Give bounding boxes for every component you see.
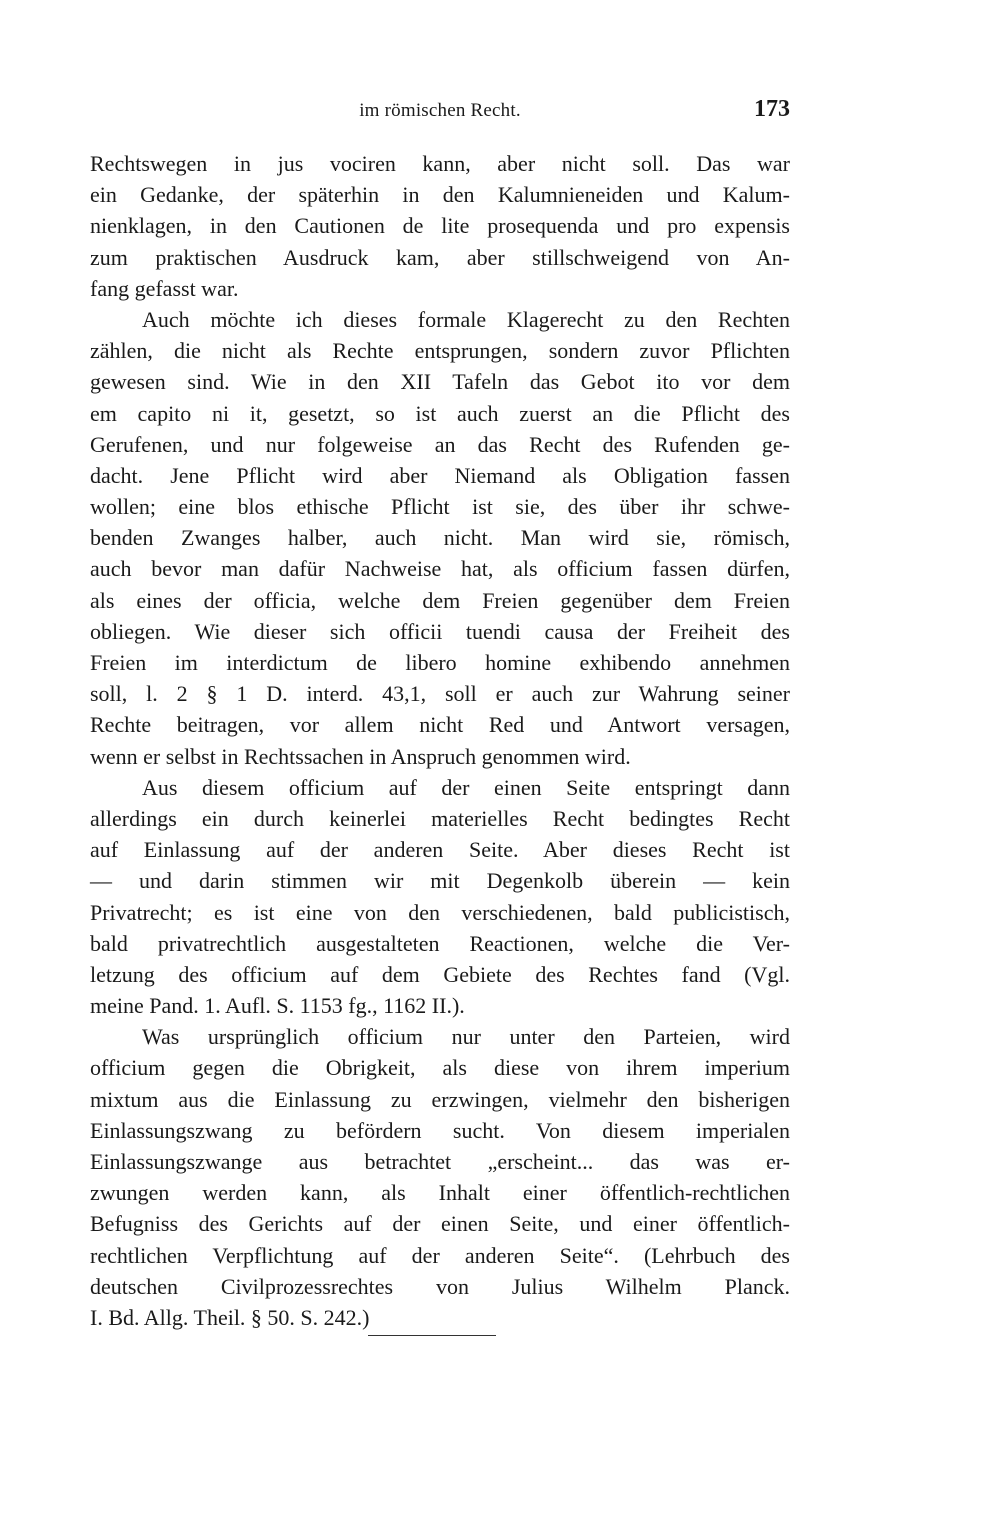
text-line: gewesen sind. Wie in den XII Tafeln das Gebot ito vor dem	[90, 369, 790, 395]
text-line: wenn er selbst in Rechtssachen in Anspruch genommen wird.	[90, 743, 631, 769]
text-line: mixtum aus die Einlassung zu erzwingen, vielmehr den bisherigen	[90, 1086, 790, 1112]
text-line: em capito ni it, gesetzt, so ist auch zuerst an die Pflicht des	[90, 400, 790, 426]
paragraph-start-line: Aus diesem officium auf der einen Seite entspringt dann	[142, 774, 790, 800]
text-line: Befugniss des Gerichts auf der einen Seite, und einer öffentlich-	[90, 1211, 790, 1237]
text-line: bald privatrechtlich ausgestalteten Reactionen, welche die Ver-	[90, 930, 790, 956]
text-line: — und darin stimmen wir mit Degenkolb überein — kein	[90, 868, 790, 894]
text-line: zählen, die nicht als Rechte entsprungen, sondern zuvor Pflichten	[90, 338, 790, 364]
text-line: Einlassungszwange aus betrachtet „erscheint... das was er-	[90, 1149, 790, 1174]
text-line: ein Gedanke, der späterhin in den Kalumnieneiden und Kalum-	[90, 182, 790, 208]
text-line: officium gegen die Obrigkeit, als diese von ihrem imperium	[90, 1055, 790, 1081]
text-line: Freien im interdictum de libero homine exhibendo annehmen	[90, 650, 790, 675]
text-line: soll, l. 2 § 1 D. interd. 43,1, soll er auch zur Wahrung seiner	[90, 681, 790, 707]
text-line: Gerufenen, und nur folgeweise an das Recht des Rufenden ge-	[90, 431, 790, 457]
text-line: als eines der officia, welche dem Freien gegenüber dem Freien	[90, 587, 790, 613]
body-text	[90, 148, 790, 1333]
text-line: obliegen. Wie dieser sich officii tuendi causa der Freiheit des	[90, 618, 790, 644]
text-line: auf Einlassung auf der anderen Seite. Aber dieses Recht ist	[90, 837, 790, 863]
page-number: 173	[754, 96, 790, 122]
text-line: benden Zwanges halber, auch nicht. Man wird sie, römisch,	[90, 525, 790, 551]
text-line: wollen; eine blos ethische Pflicht ist sie, des über ihr schwe-	[90, 494, 790, 520]
text-line: allerdings ein durch keinerlei materielles Recht bedingtes Recht	[90, 805, 790, 831]
text-line: Rechte beitragen, vor allem nicht Red und Antwort versagen,	[90, 712, 790, 738]
running-head	[90, 96, 790, 126]
text-line: deutschen Civilprozessrechtes von Julius Wilhelm Planck.	[90, 1273, 790, 1299]
section-divider	[368, 1335, 496, 1336]
text-line: Einlassungszwang zu befördern sucht. Von diesem imperialen	[90, 1117, 790, 1143]
text-line: Privatrecht; es ist eine von den verschiedenen, bald publicistisch,	[90, 899, 790, 925]
text-line: Rechtswegen in jus vociren kann, aber nicht soll. Das war	[90, 151, 790, 176]
text-line: fang gefasst war.	[90, 275, 239, 301]
text-line: zwungen werden kann, als Inhalt einer öffentlich-rechtlichen	[90, 1180, 790, 1206]
text-line: meine Pand. 1. Aufl. S. 1153 fg., 1162 II.).	[90, 993, 465, 1019]
text-line: rechtlichen Verpflichtung auf der anderen Seite“. (Lehrbuch des	[90, 1242, 790, 1268]
paragraph-start-line: Was ursprünglich officium nur unter den Parteien, wird	[142, 1024, 790, 1050]
running-title: im römischen Recht.	[359, 100, 521, 121]
text-line: letzung des officium auf dem Gebiete des Rechtes fand (Vgl.	[90, 961, 790, 987]
text-line: I. Bd. Allg. Theil. § 50. S. 242.)	[90, 1304, 370, 1330]
text-line: nienklagen, in den Cautionen de lite prosequenda und pro expensis	[90, 213, 790, 239]
paragraph-start-line: Auch möchte ich dieses formale Klagerecht zu den Rechten	[142, 306, 790, 332]
text-line: dacht. Jene Pflicht wird aber Niemand als Obligation fassen	[90, 462, 790, 488]
text-line: auch bevor man dafür Nachweise hat, als officium fassen dürfen,	[90, 556, 790, 582]
text-line: zum praktischen Ausdruck kam, aber stillschweigend von An-	[90, 244, 790, 270]
